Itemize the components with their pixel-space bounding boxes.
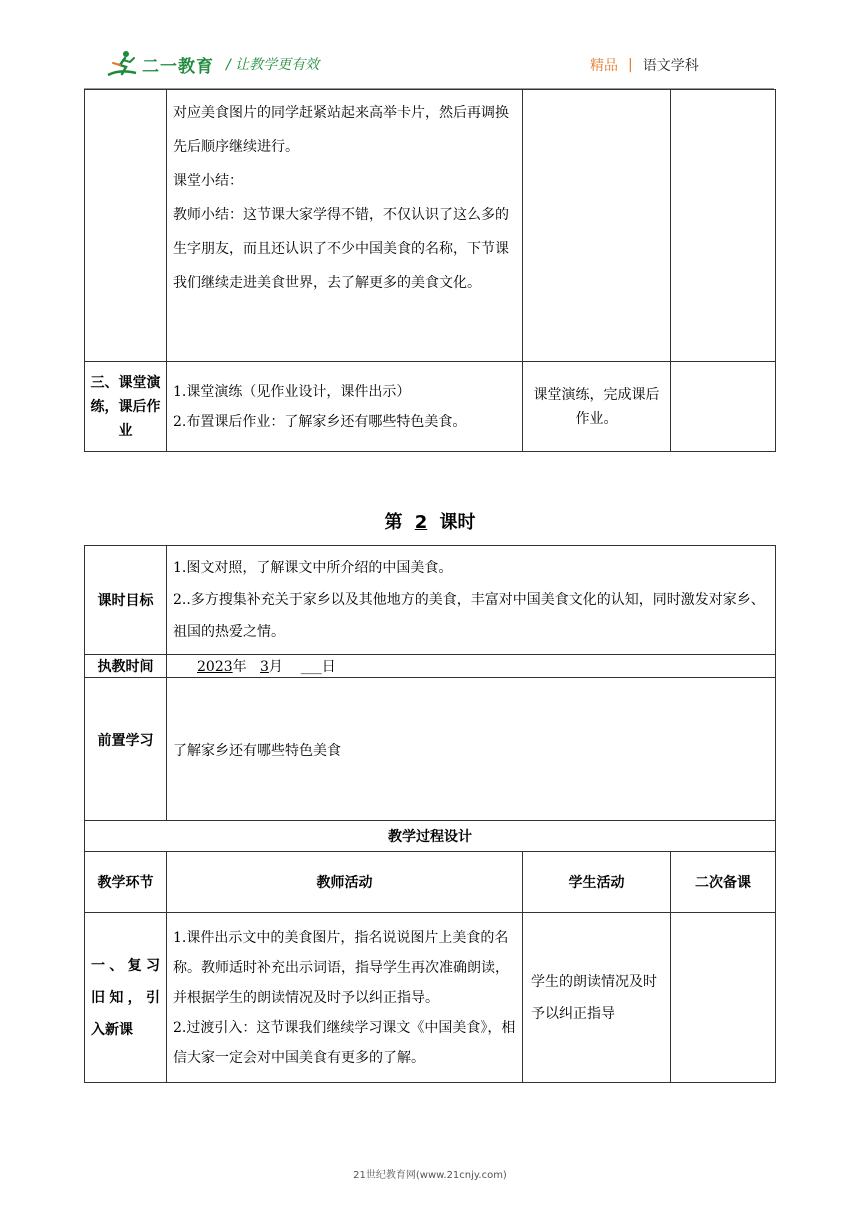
paragraph: 课堂小结： xyxy=(173,173,243,189)
page-footer: 21世纪教育网(www.21cnjy.com) xyxy=(353,1170,507,1181)
time-day-unit: 日 xyxy=(321,659,336,675)
table-row xyxy=(85,362,776,452)
stage-cell xyxy=(85,90,167,362)
pre-cell: 了解家乡还有哪些特色美食 xyxy=(167,678,776,821)
table-row xyxy=(85,913,776,1083)
lesson-title xyxy=(0,508,860,534)
time-month-unit: 月 xyxy=(268,659,283,675)
goal-label: 课时目标 xyxy=(85,546,167,655)
table-row xyxy=(85,546,776,655)
teacher-activity-cell xyxy=(167,913,523,1083)
paragraph: 1.课件出示文中的美食图片，指名说说图片上美食的名称。教师适时补充出示词语，指导学生再次准确朗读，并根据学生的朗读情况及时予以纠正指导。 xyxy=(173,929,509,1006)
student-activity-cell: 课堂演练，完成课后作业。 xyxy=(523,362,671,452)
process-title: 教学过程设计 xyxy=(85,821,776,852)
table-row xyxy=(85,90,776,362)
header-teacher: 教师活动 xyxy=(167,852,523,913)
time-cell xyxy=(167,655,776,678)
quality-badge: 精品 xyxy=(590,58,618,74)
lesson-number: 2 xyxy=(414,512,428,533)
subject-label: 语文学科 xyxy=(642,58,699,74)
table-row xyxy=(85,821,776,852)
header-separator: | xyxy=(628,57,633,73)
paragraph: 2.过渡引入：这节课我们继续学习课文《中国美食》，相信大家一定会对中国美食有更多的了解。 xyxy=(173,1019,516,1066)
goal-cell xyxy=(167,546,776,655)
time-year-unit: 年 xyxy=(232,659,247,675)
lesson-prefix: 第 xyxy=(384,512,403,533)
time-label: 执教时间 xyxy=(85,655,167,678)
time-day: ___ xyxy=(300,659,322,675)
runner-logo-icon xyxy=(106,49,140,79)
paragraph: 2..多方搜集补充关于家乡以及其他地方的美食，丰富对中国美食文化的认知，同时激发对家乡、祖国的热爱之情。 xyxy=(173,592,765,640)
revision-cell xyxy=(671,90,776,362)
paragraph: 教师小结：这节课大家学得不错，不仅认识了这么多的生字朋友，而且还认识了不少中国美食的名称，下节课我们继续走进美食世界，去了解更多的美食文化。 xyxy=(173,207,509,291)
table-header-row xyxy=(85,852,776,913)
logo xyxy=(106,48,214,80)
stage-label: 三、课堂演练，课后作业 xyxy=(85,362,167,452)
teacher-activity-cell xyxy=(167,362,523,452)
student-activity-cell xyxy=(523,90,671,362)
paragraph: 1.课堂演练（见作业设计，课件出示） xyxy=(173,383,411,400)
header-stage: 教学环节 xyxy=(85,852,167,913)
table-row xyxy=(85,678,776,821)
slogan: / 让教学更有效 xyxy=(226,57,320,73)
lesson2-table xyxy=(84,545,776,1083)
lesson-suffix: 课时 xyxy=(439,512,476,533)
table-row xyxy=(85,655,776,678)
paragraph: 对应美食图片的同学赶紧站起来高举卡片，然后再调换先后顺序继续进行。 xyxy=(173,105,509,155)
time-month: 3 xyxy=(260,659,269,675)
paragraph: 1.图文对照，了解课文中所介绍的中国美食。 xyxy=(173,560,453,576)
stage-label: 一、复习旧知，引入新课 xyxy=(85,913,167,1083)
header-student: 学生活动 xyxy=(523,852,671,913)
header-right xyxy=(590,55,699,75)
student-activity-cell: 学生的朗读情况及时予以纠正指导 xyxy=(523,913,671,1083)
revision-cell xyxy=(671,362,776,452)
page-header xyxy=(0,0,860,88)
teacher-activity-cell xyxy=(167,90,523,362)
pre-label: 前置学习 xyxy=(85,678,167,821)
revision-cell xyxy=(671,913,776,1083)
time-year: 2023 xyxy=(197,659,233,675)
logo-text: 二一教育 xyxy=(142,56,214,77)
header-revision: 二次备课 xyxy=(671,852,776,913)
lesson1-table-continued xyxy=(84,89,776,452)
paragraph: 2.布置课后作业：了解家乡还有哪些特色美食。 xyxy=(173,413,467,430)
